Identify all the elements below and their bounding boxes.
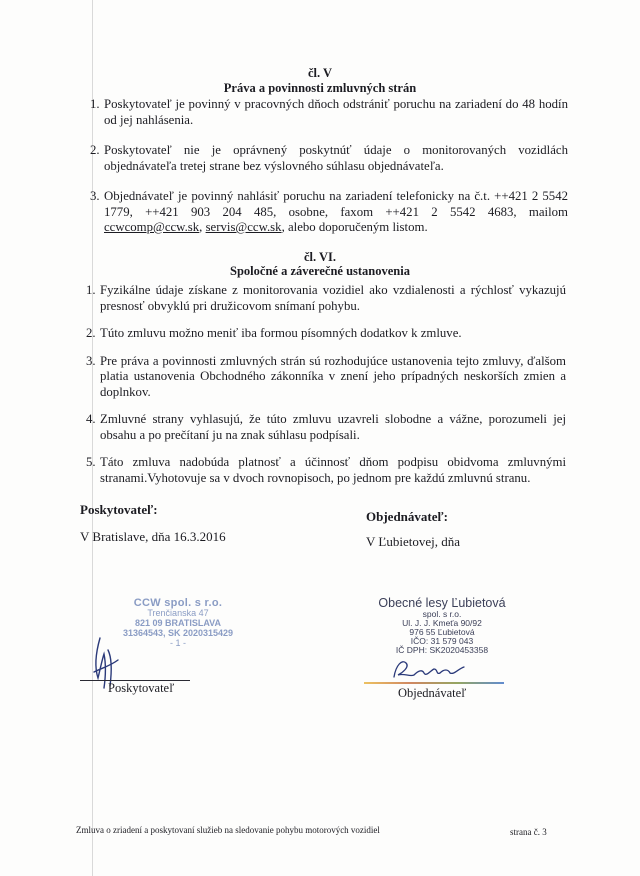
client-company-stamp: [362, 596, 522, 655]
item-text: Túto zmluvu možno meniť iba formou písomných dodatkov k zmluve.: [100, 326, 462, 340]
email-link[interactable]: servis@ccw.sk: [205, 220, 282, 234]
item-text: Táto zmluva nadobúda platnosť a účinnosť dňom podpisu obidvoma zmluvnými stranami.Vyhotovuje sa v dvoch rovnopisoch, po jednom pre každú zmluvnú stranu.: [100, 455, 566, 485]
article-6-item: [86, 412, 566, 443]
article-5-item: [90, 143, 568, 174]
item-number: 1.: [86, 283, 96, 297]
article-6-item: [86, 455, 566, 486]
footer-page-number: strana č. 3: [510, 827, 547, 837]
article-5-item: [90, 189, 568, 236]
stamp-street: Ul. J. J. Kmeťa 90/92: [402, 618, 482, 628]
article-5-title: čl. V: [307, 66, 333, 80]
stamp-ids: 31364543, SK 2020315429: [122, 628, 234, 638]
article-6-list: [86, 283, 566, 486]
item-text: Poskytovateľ nie je oprávnený poskytnúť údaje o monitorovaných vozidlách objednávateľa tretej strane bez výslovného súhlasu objednávateľa.: [104, 143, 568, 173]
email-link[interactable]: ccwcomp@ccw.sk: [104, 220, 200, 234]
client-signature-label: Objednávateľ: [398, 686, 467, 700]
article-5-subtitle: Práva a povinnosti zmluvných strán: [223, 81, 417, 95]
client-signature-line: [364, 682, 504, 684]
item-text: Objednávateľ je povinný nahlásiť poruchu na zariadení telefonicky na č.t. ++421 2 5542 1779, ++421 903 204 485, osobne, faxom ++421 2 5542 4683, mailom: [104, 189, 568, 219]
client-signature: [390, 655, 470, 685]
article-6-item: [86, 353, 566, 401]
provider-signature-label: Poskytovateľ: [108, 681, 175, 695]
item-text: Poskytovateľ je povinný v pracovných dňoch odstrániť poruchu na zariadení do 48 hodín od jej nahlásenia.: [104, 97, 568, 127]
stamp-mark: - 1 -: [169, 638, 186, 648]
item-text: ,: [199, 220, 206, 234]
article-6-item: [86, 283, 566, 314]
item-text: Pre práva a povinnosti zmluvných strán sú rozhodujúce ustanovenia tejto zmluvy, ďalšom platia ustanovenia Obchodného zákonníka v znení jeho prípadných neskorších zmien a doplnkov.: [100, 353, 566, 399]
item-text: , alebo doporučeným listom.: [281, 220, 428, 234]
stamp-legal-form: spol. s r.o.: [422, 609, 462, 619]
provider-place-date: V Bratislave, dňa 16.3.2016: [80, 529, 226, 544]
client-place-date: V Ľubietovej, dňa: [366, 534, 460, 549]
article-6-item: [86, 326, 566, 342]
item-number: 2.: [86, 326, 96, 340]
item-number: 2.: [90, 143, 100, 157]
article-5-list: [90, 97, 568, 236]
stamp-street: Trenčianska 47: [147, 608, 209, 618]
item-number: 4.: [86, 412, 96, 426]
client-heading: Objednávateľ:: [366, 509, 448, 524]
item-number: 1.: [90, 97, 100, 111]
item-number: 3.: [86, 353, 96, 368]
footer-document-title: Zmluva o zriadení a poskytovaní služieb na sledovanie pohybu motorových vozidiel: [76, 825, 380, 835]
stamp-ico: IČO: 31 579 043: [410, 636, 474, 646]
item-number: 3.: [90, 189, 100, 203]
article-5-item: [90, 97, 568, 128]
article-6-title: čl. VI.: [303, 250, 337, 264]
item-number: 5.: [86, 455, 96, 469]
article-6-subtitle: Spoločné a záverečné ustanovenia: [230, 264, 410, 278]
stamp-company-name: Obecné lesy Ľubietová: [378, 596, 506, 610]
stamp-dic: IČ DPH: SK2020453358: [395, 645, 489, 655]
item-text: Fyzikálne údaje získane z monitorovania vozidiel ako vzdialenosti a rýchlosť vykazujú presnosť obvyklú pri družicovom snímaní pohybu.: [100, 283, 566, 313]
stamp-city: 821 09 BRATISLAVA: [134, 618, 222, 628]
stamp-city: 976 55 Ľubietová: [409, 627, 475, 637]
scan-edge: [92, 0, 93, 876]
stamp-company-name: CCW spol. s r.o.: [133, 597, 223, 609]
provider-heading: Poskytovateľ:: [80, 502, 158, 517]
item-text: Zmluvné strany vyhlasujú, že túto zmluvu uzavreli slobodne a vážne, porozumeli jej obsahu a po prečítaní ju na znak súhlasu podpísali.: [100, 412, 566, 442]
